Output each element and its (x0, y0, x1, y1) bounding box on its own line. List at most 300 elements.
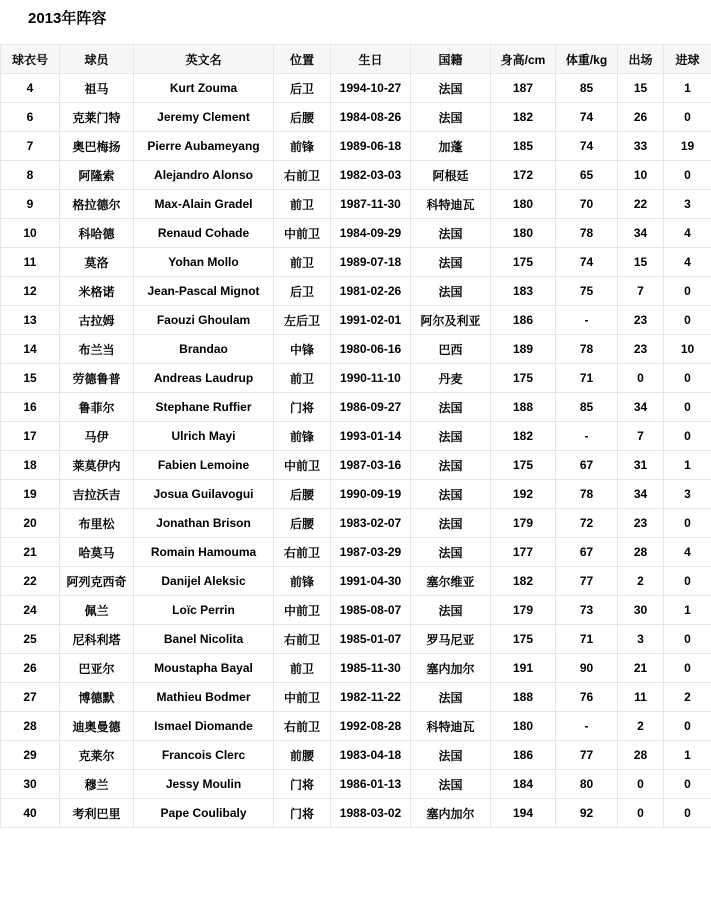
cell: Loïc Perrin (134, 596, 274, 625)
cell: 85 (556, 393, 618, 422)
cell: Danijel Aleksic (134, 567, 274, 596)
cell: 10 (618, 161, 664, 190)
cell: Stephane Ruffier (134, 393, 274, 422)
cell: 0 (664, 393, 711, 422)
cell: 180 (491, 712, 556, 741)
cell: 34 (618, 393, 664, 422)
cell: 180 (491, 190, 556, 219)
cell: Jessy Moulin (134, 770, 274, 799)
cell: Yohan Mollo (134, 248, 274, 277)
cell: 丹麦 (411, 364, 491, 393)
cell: 1983-04-18 (331, 741, 411, 770)
cell: 克莱门特 (60, 103, 134, 132)
cell: 1991-04-30 (331, 567, 411, 596)
column-header: 位置 (274, 45, 331, 74)
cell: 14 (1, 335, 60, 364)
cell: 0 (664, 306, 711, 335)
cell: 克莱尔 (60, 741, 134, 770)
table-row (1, 538, 711, 567)
cell: 20 (1, 509, 60, 538)
cell: 1 (664, 741, 711, 770)
cell: 175 (491, 248, 556, 277)
roster-table (0, 44, 711, 828)
cell: 迪奥曼德 (60, 712, 134, 741)
cell: 罗马尼亚 (411, 625, 491, 654)
cell: 莱莫伊内 (60, 451, 134, 480)
table-row (1, 422, 711, 451)
cell: 0 (664, 770, 711, 799)
table-row (1, 364, 711, 393)
cell: 0 (664, 712, 711, 741)
cell: Alejandro Alonso (134, 161, 274, 190)
cell: 1985-08-07 (331, 596, 411, 625)
cell: 22 (618, 190, 664, 219)
cell: 78 (556, 219, 618, 248)
cell: Mathieu Bodmer (134, 683, 274, 712)
cell: - (556, 712, 618, 741)
cell: 85 (556, 74, 618, 103)
table-row (1, 712, 711, 741)
cell: - (556, 422, 618, 451)
cell: 博德默 (60, 683, 134, 712)
cell: 1 (664, 596, 711, 625)
cell: 7 (618, 277, 664, 306)
cell: 法国 (411, 451, 491, 480)
cell: 2 (664, 683, 711, 712)
cell: 1983-02-07 (331, 509, 411, 538)
cell: 科特迪瓦 (411, 190, 491, 219)
cell: 右前卫 (274, 161, 331, 190)
cell: 奥巴梅扬 (60, 132, 134, 161)
cell: 10 (1, 219, 60, 248)
cell: 右前卫 (274, 538, 331, 567)
cell: 10 (664, 335, 711, 364)
cell: 90 (556, 654, 618, 683)
table-row (1, 741, 711, 770)
cell: 法国 (411, 509, 491, 538)
cell: Romain Hamouma (134, 538, 274, 567)
cell: 16 (1, 393, 60, 422)
cell: 184 (491, 770, 556, 799)
column-header: 英文名 (134, 45, 274, 74)
cell: 23 (618, 335, 664, 364)
cell: 34 (618, 480, 664, 509)
cell: 中锋 (274, 335, 331, 364)
cell: Fabien Lemoine (134, 451, 274, 480)
cell: 莫洛 (60, 248, 134, 277)
cell: 1985-11-30 (331, 654, 411, 683)
cell: 前卫 (274, 364, 331, 393)
cell: 考利巴里 (60, 799, 134, 828)
column-header: 身高/cm (491, 45, 556, 74)
cell: Andreas Laudrup (134, 364, 274, 393)
table-row (1, 161, 711, 190)
cell: 4 (664, 248, 711, 277)
cell: Moustapha Bayal (134, 654, 274, 683)
cell: 31 (618, 451, 664, 480)
cell: 179 (491, 596, 556, 625)
cell: 186 (491, 306, 556, 335)
table-row (1, 74, 711, 103)
cell: 法国 (411, 103, 491, 132)
cell: 1990-11-10 (331, 364, 411, 393)
cell: 穆兰 (60, 770, 134, 799)
cell: 法国 (411, 770, 491, 799)
page-title: 2013年阵容 (28, 10, 107, 27)
table-row (1, 451, 711, 480)
cell: 马伊 (60, 422, 134, 451)
cell: 法国 (411, 422, 491, 451)
cell: 科特迪瓦 (411, 712, 491, 741)
cell: 67 (556, 538, 618, 567)
cell: 175 (491, 625, 556, 654)
cell: 0 (664, 277, 711, 306)
cell: 法国 (411, 74, 491, 103)
cell: 哈莫马 (60, 538, 134, 567)
cell: Jean-Pascal Mignot (134, 277, 274, 306)
column-header: 体重/kg (556, 45, 618, 74)
cell: 中前卫 (274, 596, 331, 625)
cell: 3 (618, 625, 664, 654)
cell: 阿隆索 (60, 161, 134, 190)
cell: 175 (491, 364, 556, 393)
cell: 法国 (411, 480, 491, 509)
cell: 门将 (274, 799, 331, 828)
cell: 门将 (274, 770, 331, 799)
cell: 阿根廷 (411, 161, 491, 190)
cell: 1985-01-07 (331, 625, 411, 654)
cell: 77 (556, 741, 618, 770)
cell: 23 (618, 509, 664, 538)
cell: 34 (618, 219, 664, 248)
cell: 后腰 (274, 509, 331, 538)
cell: Ulrich Mayi (134, 422, 274, 451)
table-row (1, 654, 711, 683)
cell: 塞尔维亚 (411, 567, 491, 596)
cell: 法国 (411, 683, 491, 712)
cell: 中前卫 (274, 451, 331, 480)
cell: 2 (618, 712, 664, 741)
cell: 1989-07-18 (331, 248, 411, 277)
cell: 78 (556, 335, 618, 364)
cell: 法国 (411, 538, 491, 567)
cell: 2 (618, 567, 664, 596)
cell: 26 (618, 103, 664, 132)
cell: 17 (1, 422, 60, 451)
cell: 前卫 (274, 248, 331, 277)
cell: 11 (1, 248, 60, 277)
table-row (1, 799, 711, 828)
column-header: 国籍 (411, 45, 491, 74)
cell: 0 (664, 654, 711, 683)
cell: 祖马 (60, 74, 134, 103)
cell: Jonathan Brison (134, 509, 274, 538)
cell: 巴西 (411, 335, 491, 364)
cell: 法国 (411, 393, 491, 422)
cell: 4 (664, 538, 711, 567)
cell: Banel Nicolita (134, 625, 274, 654)
cell: 0 (664, 364, 711, 393)
cell: 172 (491, 161, 556, 190)
cell: Brandao (134, 335, 274, 364)
cell: 67 (556, 451, 618, 480)
cell: 1982-11-22 (331, 683, 411, 712)
cell: 鲁菲尔 (60, 393, 134, 422)
cell: 加蓬 (411, 132, 491, 161)
cell: 188 (491, 683, 556, 712)
cell: 塞内加尔 (411, 799, 491, 828)
cell: 米格诺 (60, 277, 134, 306)
table-row (1, 596, 711, 625)
cell: 74 (556, 132, 618, 161)
cell: 佩兰 (60, 596, 134, 625)
cell: 182 (491, 422, 556, 451)
cell: 0 (618, 364, 664, 393)
cell: Pape Coulibaly (134, 799, 274, 828)
cell: 科哈德 (60, 219, 134, 248)
cell: 33 (618, 132, 664, 161)
cell: 177 (491, 538, 556, 567)
cell: 76 (556, 683, 618, 712)
cell: 19 (1, 480, 60, 509)
cell: Francois Clerc (134, 741, 274, 770)
cell: 6 (1, 103, 60, 132)
cell: 70 (556, 190, 618, 219)
cell: 中前卫 (274, 219, 331, 248)
cell: 1987-03-16 (331, 451, 411, 480)
cell: Faouzi Ghoulam (134, 306, 274, 335)
cell: 1993-01-14 (331, 422, 411, 451)
cell: 40 (1, 799, 60, 828)
cell: Pierre Aubameyang (134, 132, 274, 161)
cell: - (556, 306, 618, 335)
cell: 189 (491, 335, 556, 364)
cell: 1987-03-29 (331, 538, 411, 567)
cell: 15 (618, 74, 664, 103)
table-row (1, 480, 711, 509)
cell: 73 (556, 596, 618, 625)
cell: 194 (491, 799, 556, 828)
cell: 1 (664, 74, 711, 103)
cell: 0 (664, 625, 711, 654)
cell: 80 (556, 770, 618, 799)
cell: 0 (618, 770, 664, 799)
cell: 后腰 (274, 103, 331, 132)
cell: 192 (491, 480, 556, 509)
cell: Renaud Cohade (134, 219, 274, 248)
cell: 12 (1, 277, 60, 306)
cell: 1994-10-27 (331, 74, 411, 103)
cell: 188 (491, 393, 556, 422)
cell: 1986-09-27 (331, 393, 411, 422)
column-header: 球衣号 (1, 45, 60, 74)
cell: 75 (556, 277, 618, 306)
cell: 15 (1, 364, 60, 393)
cell: 187 (491, 74, 556, 103)
cell: 前锋 (274, 422, 331, 451)
table-row (1, 625, 711, 654)
cell: 0 (618, 799, 664, 828)
column-header: 生日 (331, 45, 411, 74)
cell: 吉拉沃吉 (60, 480, 134, 509)
cell: 185 (491, 132, 556, 161)
cell: 0 (664, 567, 711, 596)
cell: 175 (491, 451, 556, 480)
cell: 29 (1, 741, 60, 770)
table-row (1, 509, 711, 538)
cell: 法国 (411, 248, 491, 277)
cell: 1990-09-19 (331, 480, 411, 509)
cell: 1992-08-28 (331, 712, 411, 741)
cell: 183 (491, 277, 556, 306)
table-row (1, 335, 711, 364)
cell: 72 (556, 509, 618, 538)
table-row (1, 190, 711, 219)
table-row (1, 277, 711, 306)
cell: 1980-06-16 (331, 335, 411, 364)
cell: 1986-01-13 (331, 770, 411, 799)
cell: 65 (556, 161, 618, 190)
cell: 179 (491, 509, 556, 538)
cell: 22 (1, 567, 60, 596)
cell: 21 (618, 654, 664, 683)
cell: 13 (1, 306, 60, 335)
cell: 1987-11-30 (331, 190, 411, 219)
table-row (1, 306, 711, 335)
table-row (1, 683, 711, 712)
cell: 0 (664, 422, 711, 451)
cell: 21 (1, 538, 60, 567)
cell: 阿列克西奇 (60, 567, 134, 596)
cell: 23 (618, 306, 664, 335)
cell: 74 (556, 248, 618, 277)
cell: 15 (618, 248, 664, 277)
cell: 8 (1, 161, 60, 190)
cell: 92 (556, 799, 618, 828)
cell: 1981-02-26 (331, 277, 411, 306)
cell: 182 (491, 567, 556, 596)
cell: 11 (618, 683, 664, 712)
cell: Ismael Diomande (134, 712, 274, 741)
cell: 4 (1, 74, 60, 103)
cell: 格拉德尔 (60, 190, 134, 219)
cell: 法国 (411, 596, 491, 625)
cell: 19 (664, 132, 711, 161)
cell: 18 (1, 451, 60, 480)
cell: 布里松 (60, 509, 134, 538)
cell: Max-Alain Gradel (134, 190, 274, 219)
cell: 0 (664, 103, 711, 132)
table-row (1, 219, 711, 248)
cell: 9 (1, 190, 60, 219)
cell: 前卫 (274, 190, 331, 219)
cell: 中前卫 (274, 683, 331, 712)
cell: 71 (556, 625, 618, 654)
cell: 前卫 (274, 654, 331, 683)
header-row (1, 45, 711, 74)
cell: 24 (1, 596, 60, 625)
cell: 71 (556, 364, 618, 393)
cell: 186 (491, 741, 556, 770)
cell: 1984-08-26 (331, 103, 411, 132)
column-header: 出场 (618, 45, 664, 74)
cell: 26 (1, 654, 60, 683)
cell: 右前卫 (274, 712, 331, 741)
column-header: 球员 (60, 45, 134, 74)
cell: 1984-09-29 (331, 219, 411, 248)
cell: 0 (664, 161, 711, 190)
table-row (1, 770, 711, 799)
cell: 3 (664, 190, 711, 219)
cell: 78 (556, 480, 618, 509)
cell: 右前卫 (274, 625, 331, 654)
cell: 30 (1, 770, 60, 799)
table-row (1, 567, 711, 596)
column-header: 进球 (664, 45, 711, 74)
cell: 后腰 (274, 480, 331, 509)
cell: 180 (491, 219, 556, 248)
cell: 前腰 (274, 741, 331, 770)
cell: 1 (664, 451, 711, 480)
cell: Josua Guilavogui (134, 480, 274, 509)
cell: 7 (1, 132, 60, 161)
cell: 后卫 (274, 277, 331, 306)
cell: 3 (664, 480, 711, 509)
cell: 左后卫 (274, 306, 331, 335)
cell: 法国 (411, 741, 491, 770)
cell: 28 (1, 712, 60, 741)
cell: 后卫 (274, 74, 331, 103)
table-row (1, 248, 711, 277)
cell: 0 (664, 509, 711, 538)
cell: 7 (618, 422, 664, 451)
cell: 4 (664, 219, 711, 248)
cell: 28 (618, 741, 664, 770)
roster-table-body (1, 74, 711, 828)
cell: 前锋 (274, 132, 331, 161)
cell: 巴亚尔 (60, 654, 134, 683)
cell: 法国 (411, 277, 491, 306)
cell: 劳德鲁普 (60, 364, 134, 393)
cell: 古拉姆 (60, 306, 134, 335)
cell: 1991-02-01 (331, 306, 411, 335)
cell: 1989-06-18 (331, 132, 411, 161)
cell: 法国 (411, 219, 491, 248)
cell: 77 (556, 567, 618, 596)
table-row (1, 103, 711, 132)
cell: 27 (1, 683, 60, 712)
cell: 门将 (274, 393, 331, 422)
cell: 182 (491, 103, 556, 132)
cell: 塞内加尔 (411, 654, 491, 683)
cell: 191 (491, 654, 556, 683)
table-row (1, 132, 711, 161)
cell: 74 (556, 103, 618, 132)
cell: 尼科利塔 (60, 625, 134, 654)
cell: 30 (618, 596, 664, 625)
cell: 0 (664, 799, 711, 828)
cell: 前锋 (274, 567, 331, 596)
table-row (1, 393, 711, 422)
cell: 1988-03-02 (331, 799, 411, 828)
cell: 25 (1, 625, 60, 654)
cell: 阿尔及利亚 (411, 306, 491, 335)
cell: 28 (618, 538, 664, 567)
cell: Kurt Zouma (134, 74, 274, 103)
cell: 1982-03-03 (331, 161, 411, 190)
cell: 布兰当 (60, 335, 134, 364)
cell: Jeremy Clement (134, 103, 274, 132)
